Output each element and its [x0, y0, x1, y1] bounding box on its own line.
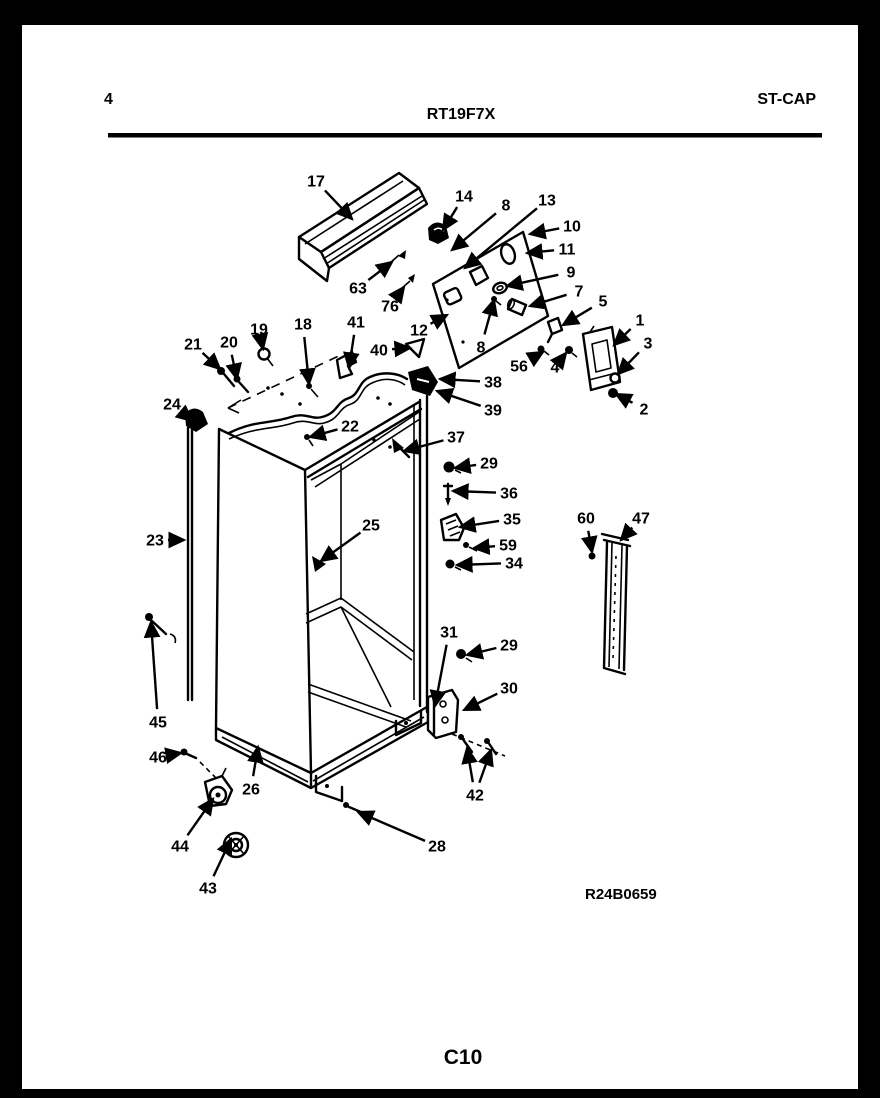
callout-label-3: 3	[643, 335, 653, 353]
callout-label-40: 40	[370, 342, 388, 360]
callout-label-38: 38	[484, 374, 502, 392]
callout-label-28: 28	[428, 838, 446, 856]
callout-label-30: 30	[500, 680, 518, 698]
callout-label-26: 26	[242, 781, 260, 799]
callout-label-29: 29	[500, 637, 518, 655]
callout-label-24: 24	[163, 396, 181, 414]
callout-label-12: 12	[410, 322, 428, 340]
callout-label-5: 5	[598, 293, 608, 311]
callout-label-76: 76	[381, 298, 399, 316]
callout-leader	[392, 348, 410, 349]
page-background	[22, 25, 858, 1089]
callout-label-43: 43	[199, 880, 217, 898]
callout-label-56: 56	[510, 358, 528, 376]
callout-label-10: 10	[563, 218, 581, 236]
header-model: RT19F7X	[426, 106, 496, 123]
callout-leader	[262, 342, 263, 349]
callout-label-11: 11	[558, 241, 576, 259]
callout-label-17: 17	[307, 173, 325, 191]
footer-page-code: C10	[443, 1046, 483, 1069]
callout-label-35: 35	[503, 511, 521, 529]
callout-label-22: 22	[341, 418, 359, 436]
callout-leader	[453, 491, 496, 493]
callout-label-1: 1	[635, 312, 645, 330]
callout-label-13: 13	[538, 192, 556, 210]
callout-label-7: 7	[574, 283, 584, 301]
callout-label-36: 36	[500, 485, 518, 503]
callout-label-46: 46	[149, 749, 167, 767]
callout-label-41: 41	[347, 314, 365, 332]
callout-label-63: 63	[349, 280, 367, 298]
callout-label-60: 60	[577, 510, 595, 528]
callout-label-4: 4	[550, 359, 560, 377]
callout-label-42: 42	[466, 787, 484, 805]
callout-label-47: 47	[632, 510, 650, 528]
callout-label-14: 14	[455, 188, 473, 206]
callout-label-8: 8	[501, 197, 511, 215]
callout-label-34: 34	[505, 555, 523, 573]
callout-label-8: 8	[476, 339, 486, 357]
callout-label-21: 21	[184, 336, 202, 354]
callout-label-2: 2	[639, 401, 649, 419]
header-page-number: 4	[104, 91, 113, 108]
callout-label-37: 37	[447, 429, 465, 447]
callout-label-31: 31	[440, 624, 458, 642]
header-section: ST-CAP	[757, 91, 816, 108]
callout-leader	[457, 563, 501, 565]
callout-label-25: 25	[362, 517, 380, 535]
callout-label-9: 9	[566, 264, 576, 282]
callout-label-44: 44	[171, 838, 189, 856]
header-rule	[108, 133, 822, 138]
callout-label-23: 23	[146, 532, 164, 550]
callout-label-19: 19	[250, 321, 268, 339]
callout-label-18: 18	[294, 316, 312, 334]
callout-label-20: 20	[220, 334, 238, 352]
callout-label-59: 59	[499, 537, 517, 555]
callout-label-29: 29	[480, 455, 498, 473]
callout-label-39: 39	[484, 402, 502, 420]
callout-label-45: 45	[149, 714, 167, 732]
drawing-number: R24B0659	[585, 886, 657, 903]
